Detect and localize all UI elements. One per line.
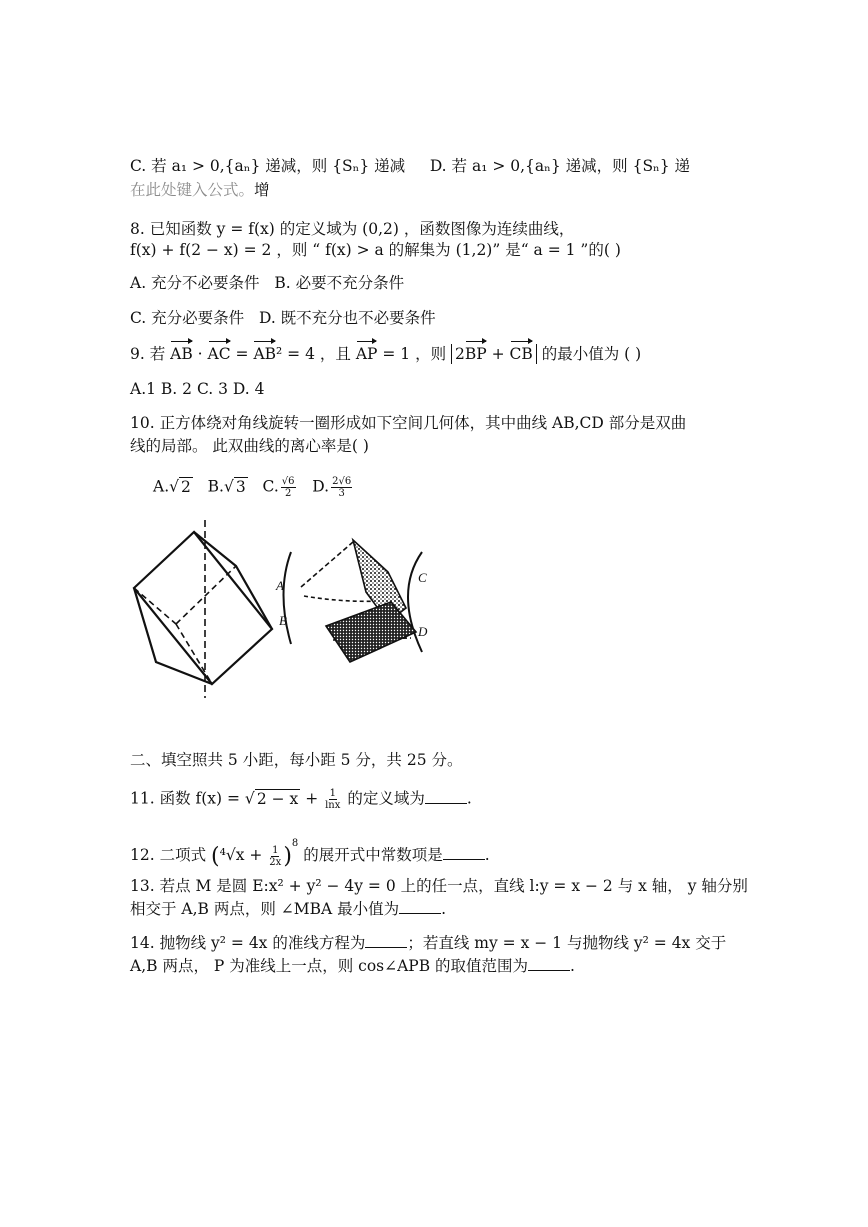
magnitude-expression: 2BP + CB [451, 344, 537, 364]
q8-option-a: A. 充分不必要条件 [130, 274, 260, 292]
vector-ab: AB [170, 345, 193, 363]
q13-stem-line2: 相交于 A,B 两点，则 ∠MBA 最小值为 . [130, 900, 447, 918]
hyperboloid-drawing [284, 540, 423, 662]
q9-stem: 9. 若 AB · AC = AB² = 4 ，且 AP = 1 ，则 2BP + CB 的最小值为 ( ) [130, 345, 642, 363]
section-heading: 二、填空照共 5 小距，每小距 5 分，共 25 分。 [130, 751, 463, 769]
q14-stem-line2: A,B 两点， P 为准线上一点，则 cos∠APB 的取值范围为 . [130, 957, 575, 975]
q7-tail: 增 [254, 181, 270, 199]
q8-options-cd [130, 308, 436, 328]
answer-blank[interactable] [528, 970, 570, 971]
fraction: $\frac{2√6}{3}$ [332, 476, 352, 499]
q8-option-d: D. 既不充分也不必要条件 [258, 309, 436, 327]
q8-option-b: B. 必要不充分条件 [274, 274, 405, 292]
label-b: B [279, 613, 287, 628]
q7-option-d: D. 若 a₁ > 0,{aₙ} 递减，则 {Sₙ} 递 [429, 157, 691, 175]
q8-stem-line1: 8. 已知函数 y = f(x) 的定义域为 (0,2) ，函数图像为连续曲线， [130, 220, 575, 238]
fraction: $\frac{1}{2x}$ [269, 844, 282, 868]
q12-stem: 12. 二项式 (⁴√x + $\frac{1}{2x}$ )$^8$ 的展开式中常数项是 . [130, 838, 490, 869]
label-c: C [418, 570, 427, 585]
vector-cb: CB [509, 345, 533, 363]
q14-stem-line1: 14. 抛物线 y² = 4x 的准线方程为 ；若直线 my = x − 1 与抛物线 y² = 4x 交于 [130, 934, 727, 952]
vector-ap: AP [355, 345, 378, 363]
vector-ab-squared: AB [253, 345, 277, 363]
q10-stem-line2: 线的局部。 此双曲线的离心率是( ) [130, 437, 369, 455]
answer-blank[interactable] [443, 859, 485, 860]
q9-options: A.1 B. 2 C. 3 D. 4 [130, 380, 265, 398]
equation-placeholder[interactable]: 在此处键入公式。 [130, 181, 255, 199]
fraction: $\frac{√6}{2}$ [281, 476, 295, 499]
q13-stem-line1: 13. 若点 M 是圆 E:x² + y² − 4y = 0 上的任一点，直线 l:y = x − 2 与 x 轴， y 轴分别 [130, 877, 748, 895]
label-a: A [276, 578, 284, 593]
fraction: $\frac{1}{\ln x}$ [325, 788, 341, 811]
vector-ac: AC [207, 345, 231, 363]
answer-blank[interactable] [365, 947, 407, 948]
curve-ab [284, 552, 292, 644]
q7-option-c: C. 若 a₁ > 0,{aₙ} 递减，则 {Sₙ} 递减 [130, 157, 406, 175]
q7-options [130, 156, 690, 176]
q7-continuation [130, 180, 270, 200]
answer-blank[interactable] [425, 803, 467, 804]
label-d: D [418, 624, 428, 639]
answer-blank[interactable] [399, 913, 441, 914]
q11-stem: 11. 函数 f(x) = √ 2 − x + $\frac{1}{\ln x}$ 的定义域为 . [130, 788, 472, 811]
vector-bp: BP [464, 345, 487, 363]
q10-stem-line1: 10. 正方体绕对角线旋转一圈形成如下空间几何体，其中曲线 AB,CD 部分是双曲 [130, 414, 687, 432]
rotating-cube-figure [126, 512, 456, 702]
cube-drawing [134, 520, 272, 698]
q8-stem-line2: f(x) + f(2 − x) = 2 ，则 “ f(x) > a 的解集为 (1,2)” 是“ a = 1 ”的( ) [130, 241, 621, 259]
q10-options: A.√ 2 B.√ 3 C. $\frac{√6}{2}$ D. $\frac{2√6}{3}$ [153, 476, 352, 499]
q8-options-ab [130, 273, 404, 293]
q8-option-c: C. 充分必要条件 [130, 309, 245, 327]
